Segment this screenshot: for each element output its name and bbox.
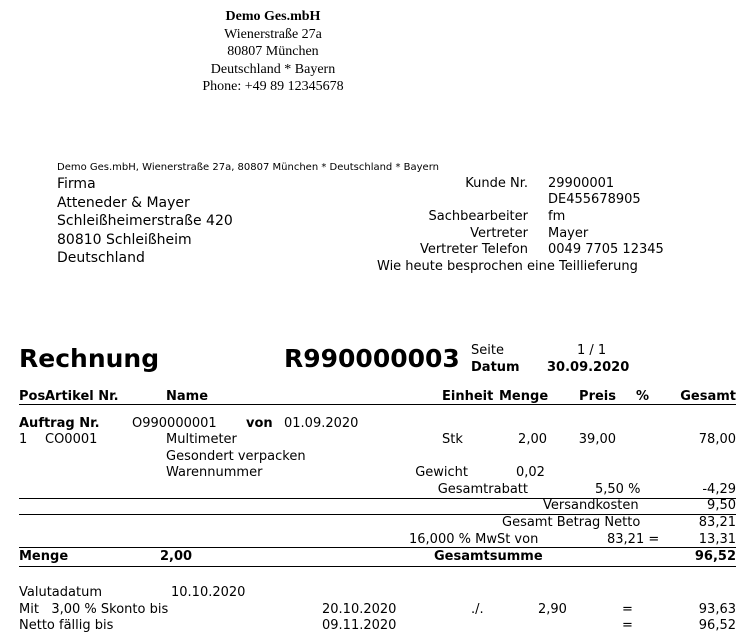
col-menge: Menge: [499, 389, 549, 404]
item-menge: 2,00: [518, 432, 547, 447]
order-date: 01.09.2020: [284, 416, 359, 431]
document-number: R990000003: [284, 344, 460, 373]
item-name-note: Gesondert verpacken: [166, 449, 306, 464]
item-artikel: CO0001: [45, 432, 98, 447]
skonto-amount: 2,90: [538, 602, 567, 617]
order-note: Wie heute besprochen eine Teillieferung: [377, 259, 638, 274]
rabatt-value: -4,29: [702, 482, 736, 497]
order-label: Auftrag Nr.: [19, 416, 100, 431]
netto-faellig-date: 09.11.2020: [322, 618, 397, 633]
netto-equals: =: [622, 618, 633, 633]
recipient-line: Deutschland: [57, 250, 145, 266]
skonto-operator: ./.: [471, 602, 484, 617]
gesamtsumme-value: 96,52: [694, 549, 736, 564]
order-number: O990000001: [132, 416, 217, 431]
document-title: Rechnung: [19, 344, 160, 373]
order-von-label: von: [246, 416, 273, 431]
valuta-value: 10.10.2020: [171, 585, 246, 600]
seite-value: 1 / 1: [577, 343, 607, 358]
netto-faellig-label: Netto fällig bis: [19, 618, 114, 633]
item-name-note: Warennummer: [166, 465, 263, 480]
col-name: Name: [166, 389, 209, 404]
kunde-value: 29900001: [548, 176, 615, 191]
vertreter-label: Vertreter: [470, 226, 528, 241]
skonto-label: Mit 3,00 % Skonto bis: [19, 602, 169, 617]
letterhead-phone: Phone: +49 89 12345678: [202, 79, 344, 94]
mwst-value: 13,31: [698, 532, 736, 547]
seite-label: Seite: [471, 343, 504, 358]
netto-faellig-total: 96,52: [698, 618, 736, 633]
item-pos: 1: [19, 432, 28, 447]
mwst-label: 16,000 % MwSt von: [409, 532, 539, 547]
item-name: Multimeter: [166, 432, 237, 447]
summe-divider: [19, 566, 736, 567]
header-divider: [19, 404, 736, 405]
recipient-line: Schleißheimerstraße 420: [57, 213, 233, 229]
vertreter-tel-label: Vertreter Telefon: [419, 242, 528, 257]
netto-value: 83,21: [698, 515, 736, 530]
col-preis: Preis: [579, 389, 616, 404]
kunde-label: Kunde Nr.: [465, 176, 528, 191]
menge-value: 2,00: [160, 549, 193, 564]
col-artikel: Artikel Nr.: [45, 389, 119, 404]
vertreter-tel-value: 0049 7705 12345: [548, 242, 664, 257]
col-pos: Pos: [19, 389, 46, 404]
gewicht-label: Gewicht: [415, 465, 468, 480]
letterhead-street: Wienerstraße 27a: [224, 27, 322, 42]
letterhead-city: 80807 München: [227, 44, 319, 59]
menge-label: Menge: [19, 549, 69, 564]
letterhead-country: Deutschland * Bayern: [210, 62, 336, 77]
sachbearbeiter-value: fm: [548, 209, 566, 224]
col-pct: %: [636, 389, 650, 404]
versand-value: 9,50: [707, 498, 736, 513]
netto-label: Gesamt Betrag Netto: [502, 515, 641, 530]
col-gesamt: Gesamt: [680, 389, 736, 404]
recipient-line: 80810 Schleißheim: [57, 232, 192, 248]
datum-value: 30.09.2020: [547, 360, 630, 375]
skonto-total: 93,63: [698, 602, 736, 617]
ust-value: DE455678905: [548, 192, 641, 207]
vertreter-value: Mayer: [548, 226, 589, 241]
rabatt-pct: 5,50 %: [595, 482, 641, 497]
mwst-base: 83,21 =: [607, 532, 660, 547]
rabatt-label: Gesamtrabatt: [437, 482, 528, 497]
versand-label: Versandkosten: [543, 498, 639, 513]
item-preis: 39,00: [578, 432, 616, 447]
valuta-label: Valutadatum: [19, 585, 102, 600]
skonto-date: 20.10.2020: [322, 602, 397, 617]
recipient-line: Firma: [57, 176, 96, 192]
sachbearbeiter-label: Sachbearbeiter: [428, 209, 528, 224]
item-gesamt: 78,00: [698, 432, 736, 447]
skonto-equals: =: [622, 602, 633, 617]
recipient-line: Atteneder & Mayer: [57, 195, 190, 211]
item-einheit: Stk: [442, 432, 463, 447]
sender-line: Demo Ges.mbH, Wienerstraße 27a, 80807 München * Deutschland * Bayern: [57, 162, 439, 173]
total-divider: [19, 547, 736, 548]
col-einheit: Einheit: [442, 389, 494, 404]
letterhead-company: Demo Ges.mbH: [225, 9, 321, 24]
datum-label: Datum: [471, 360, 520, 375]
gesamtsumme-label: Gesamtsumme: [434, 549, 543, 564]
gewicht-value: 0,02: [516, 465, 545, 480]
